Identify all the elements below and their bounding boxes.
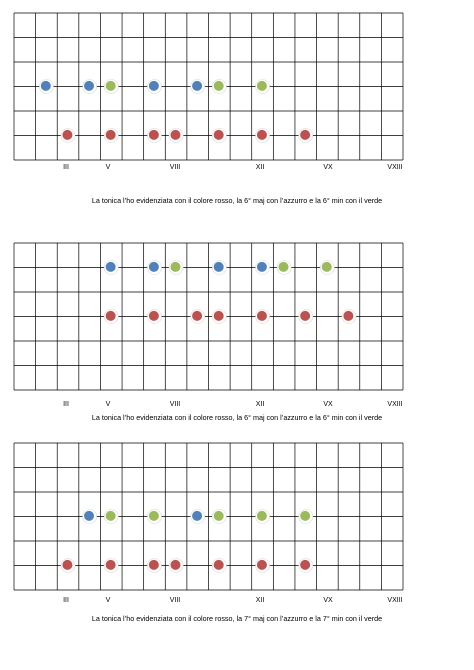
note-dot-green	[104, 510, 118, 524]
note-dot-red	[299, 559, 313, 573]
note-dot-red	[147, 559, 161, 573]
fret-position-label: V	[105, 597, 111, 604]
note-dot-green	[299, 510, 313, 524]
note-dot-red	[61, 559, 75, 573]
note-dot-red	[169, 559, 183, 573]
fret-position-label: V	[105, 401, 111, 408]
note-dot-red	[104, 559, 118, 573]
note-dot-blue	[83, 510, 97, 524]
fret-position-label: V	[105, 164, 111, 171]
fret-position-label: III	[63, 164, 69, 171]
fret-position-label: III	[63, 401, 69, 408]
note-dot-red	[212, 559, 226, 573]
note-dot-green	[256, 510, 270, 524]
note-dot-green	[212, 510, 226, 524]
fret-position-label: VXIII	[387, 597, 403, 604]
fret-position-label: VXIII	[387, 164, 403, 171]
fret-position-label: XII	[255, 164, 265, 171]
fret-position-label: III	[63, 597, 69, 604]
diagram-caption: La tonica l’ho evidenziata con il colore rosso, la 6° maj con l’azzurro e la 6° min con il verde	[91, 196, 383, 205]
fret-position-label: VX	[323, 401, 333, 408]
diagram-caption: La tonica l’ho evidenziata con il colore rosso, la 7° maj con l’azzurro e la 7° min con il verde	[91, 614, 383, 623]
fret-position-label: VXIII	[387, 401, 403, 408]
fret-position-label: VIII	[169, 164, 181, 171]
fret-position-label: VIII	[169, 597, 181, 604]
diagram-caption: La tonica l’ho evidenziata con il colore rosso, la 6° maj con l’azzurro e la 6° min con il verde	[91, 413, 383, 422]
fret-position-label: XII	[255, 597, 265, 604]
fret-position-label: XII	[255, 401, 265, 408]
fret-position-label: VX	[323, 597, 333, 604]
note-dot-blue	[191, 510, 205, 524]
note-dot-red	[256, 559, 270, 573]
fret-position-label: VIII	[169, 401, 181, 408]
note-dot-green	[147, 510, 161, 524]
fret-position-label: VX	[323, 164, 333, 171]
